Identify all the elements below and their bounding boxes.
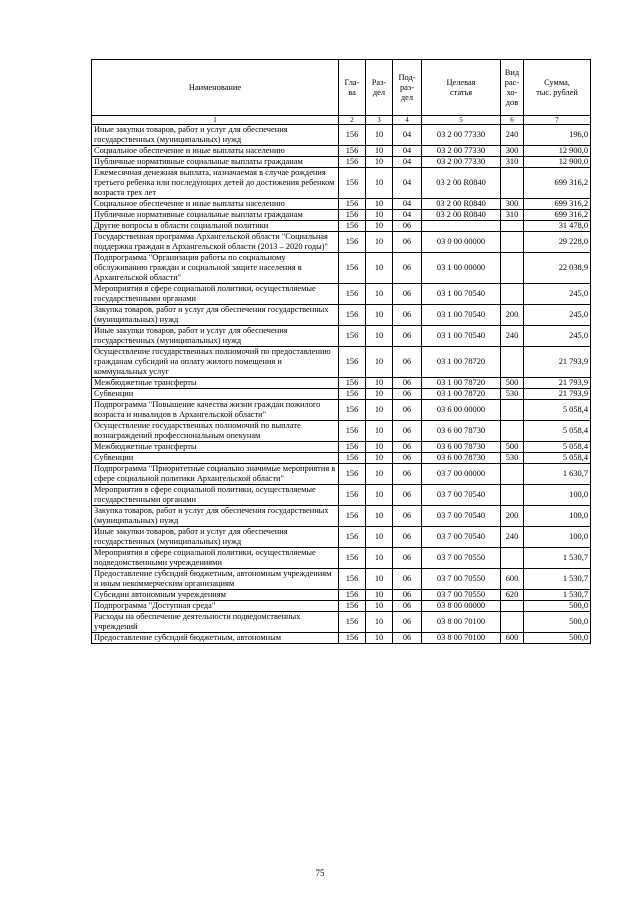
cell-glava: 156	[339, 326, 366, 347]
cell-podrazdel: 06	[393, 253, 422, 284]
table-row	[92, 378, 591, 389]
table-row	[92, 305, 591, 326]
table-row	[92, 569, 591, 590]
cell-name: Закупка товаров, работ и услуг для обеспечения государственных (муниципальных) нужд	[92, 506, 339, 527]
table-row	[92, 326, 591, 347]
cell-summa: 500,0	[524, 633, 591, 644]
table-row	[92, 347, 591, 378]
cell-name: Субвенции	[92, 453, 339, 464]
cell-statya: 03 6 00 78730	[422, 442, 501, 453]
cell-summa: 1 530,7	[524, 569, 591, 590]
cell-vid: 310	[501, 210, 524, 221]
cell-name: Предоставление субсидий бюджетным, автономным учреждениям и иным некоммерческим организациям	[92, 569, 339, 590]
cell-statya: 03 1 00 78720	[422, 347, 501, 378]
cell-statya: 03 0 00 00000	[422, 232, 501, 253]
cell-glava: 156	[339, 210, 366, 221]
table-row	[92, 601, 591, 612]
cell-name: Подпрограмма "Повышение качества жизни граждан пожилого возраста и инвалидов в Архангельской области"	[92, 400, 339, 421]
cell-podrazdel: 04	[393, 125, 422, 146]
cell-glava: 156	[339, 569, 366, 590]
cell-name: Предоставление субсидий бюджетным, автономным	[92, 633, 339, 644]
cell-razdel: 10	[366, 125, 393, 146]
cell-name: Осуществление государственных полномочий по предоставлению гражданам субсидий на оплату жилого помещения и коммунальных услуг	[92, 347, 339, 378]
cell-name: Публичные нормативные социальные выплаты гражданам	[92, 157, 339, 168]
cell-summa: 5 058,4	[524, 400, 591, 421]
cell-summa: 12 900,0	[524, 157, 591, 168]
cell-glava: 156	[339, 347, 366, 378]
cell-razdel: 10	[366, 453, 393, 464]
cell-glava: 156	[339, 168, 366, 199]
cell-summa: 100,0	[524, 506, 591, 527]
cell-glava: 156	[339, 612, 366, 633]
budget-table	[91, 59, 591, 644]
cell-vid: 240	[501, 125, 524, 146]
cell-name: Расходы на обеспечение деятельности подведомственных учреждений	[92, 612, 339, 633]
table-row	[92, 146, 591, 157]
cell-name: Иные закупки товаров, работ и услуг для обеспечения государственных (муниципальных) нужд	[92, 326, 339, 347]
cell-name: Ежемесячная денежная выплата, назначаемая в случае рождения третьего ребенка или последующих детей до достижения ребенком возраста трех лет	[92, 168, 339, 199]
cell-glava: 156	[339, 506, 366, 527]
cell-summa: 245,0	[524, 284, 591, 305]
cell-razdel: 10	[366, 168, 393, 199]
column-number: 7	[524, 116, 591, 125]
cell-glava: 156	[339, 464, 366, 485]
cell-vid	[501, 232, 524, 253]
cell-glava: 156	[339, 232, 366, 253]
cell-vid: 500	[501, 442, 524, 453]
cell-razdel: 10	[366, 347, 393, 378]
cell-summa: 5 058,4	[524, 453, 591, 464]
table-row	[92, 421, 591, 442]
cell-name: Публичные нормативные социальные выплаты гражданам	[92, 210, 339, 221]
cell-statya: 03 2 00 R0840	[422, 199, 501, 210]
cell-podrazdel: 06	[393, 326, 422, 347]
cell-glava: 156	[339, 253, 366, 284]
table-row	[92, 125, 591, 146]
cell-vid	[501, 168, 524, 199]
table-row	[92, 464, 591, 485]
cell-summa: 100,0	[524, 527, 591, 548]
cell-podrazdel: 06	[393, 569, 422, 590]
cell-podrazdel: 04	[393, 199, 422, 210]
cell-razdel: 10	[366, 400, 393, 421]
cell-summa: 12 900,0	[524, 146, 591, 157]
cell-razdel: 10	[366, 612, 393, 633]
cell-vid: 240	[501, 527, 524, 548]
cell-name: Мероприятия в сфере социальной политики, осуществляемые государственными органами	[92, 284, 339, 305]
cell-statya: 03 1 00 00000	[422, 253, 501, 284]
cell-statya: 03 8 00 70100	[422, 633, 501, 644]
cell-glava: 156	[339, 305, 366, 326]
cell-glava: 156	[339, 221, 366, 232]
cell-name: Иные закупки товаров, работ и услуг для обеспечения государственных (муниципальных) нужд	[92, 527, 339, 548]
cell-name: Межбюджетные трансферты	[92, 442, 339, 453]
table-row	[92, 506, 591, 527]
cell-vid: 600	[501, 633, 524, 644]
table-row	[92, 527, 591, 548]
cell-podrazdel: 04	[393, 157, 422, 168]
header-podrazdel: Под- раз- дел	[393, 60, 422, 116]
column-number: 5	[422, 116, 501, 125]
cell-vid: 500	[501, 378, 524, 389]
cell-summa: 245,0	[524, 326, 591, 347]
cell-statya: 03 7 00 00000	[422, 464, 501, 485]
cell-vid	[501, 400, 524, 421]
cell-name: Мероприятия в сфере социальной политики, осуществляемые подведомственными учреждениями	[92, 548, 339, 569]
cell-razdel: 10	[366, 146, 393, 157]
table-row	[92, 284, 591, 305]
cell-name: Субсидии автономным учреждениям	[92, 590, 339, 601]
cell-vid: 300	[501, 146, 524, 157]
cell-name: Другие вопросы в области социальной политики	[92, 221, 339, 232]
cell-podrazdel: 06	[393, 485, 422, 506]
cell-vid: 200	[501, 506, 524, 527]
cell-podrazdel: 06	[393, 232, 422, 253]
column-number: 1	[92, 116, 339, 125]
cell-name: Закупка товаров, работ и услуг для обеспечения государственных (муниципальных) нужд	[92, 305, 339, 326]
table-row	[92, 400, 591, 421]
cell-summa: 5 058,4	[524, 421, 591, 442]
table-row	[92, 253, 591, 284]
cell-name: Подпрограмма "Организация работы по социальному обслуживанию граждан и социальной защите населения в Архангельской области"	[92, 253, 339, 284]
cell-vid: 310	[501, 157, 524, 168]
header-summa: Сумма, тыс. рублей	[524, 60, 591, 116]
cell-podrazdel: 06	[393, 421, 422, 442]
cell-razdel: 10	[366, 485, 393, 506]
cell-statya: 03 8 00 70100	[422, 612, 501, 633]
cell-summa: 1 630,7	[524, 464, 591, 485]
cell-statya: 03 1 00 70540	[422, 284, 501, 305]
cell-statya: 03 2 00 R0840	[422, 210, 501, 221]
cell-glava: 156	[339, 125, 366, 146]
cell-name: Государственная программа Архангельской области "Социальная поддержка граждан в Архангельской области (2013 – 2020 годы)"	[92, 232, 339, 253]
cell-statya: 03 1 00 78720	[422, 378, 501, 389]
cell-razdel: 10	[366, 421, 393, 442]
cell-glava: 156	[339, 453, 366, 464]
cell-vid	[501, 548, 524, 569]
cell-vid	[501, 601, 524, 612]
cell-glava: 156	[339, 601, 366, 612]
cell-razdel: 10	[366, 221, 393, 232]
cell-glava: 156	[339, 284, 366, 305]
cell-razdel: 10	[366, 232, 393, 253]
table-row	[92, 453, 591, 464]
cell-name: Иные закупки товаров, работ и услуг для обеспечения государственных (муниципальных) нужд	[92, 125, 339, 146]
cell-summa: 29 228,0	[524, 232, 591, 253]
table-row	[92, 168, 591, 199]
cell-podrazdel: 04	[393, 168, 422, 199]
cell-vid: 600	[501, 569, 524, 590]
cell-statya: 03 7 00 70550	[422, 548, 501, 569]
cell-name: Социальное обеспечение и иные выплаты населению	[92, 199, 339, 210]
table-row	[92, 590, 591, 601]
cell-podrazdel: 06	[393, 548, 422, 569]
cell-summa: 21 793,9	[524, 378, 591, 389]
table-row	[92, 485, 591, 506]
column-number-row	[92, 116, 591, 125]
cell-summa: 500,0	[524, 601, 591, 612]
table-row	[92, 157, 591, 168]
cell-razdel: 10	[366, 464, 393, 485]
cell-razdel: 10	[366, 157, 393, 168]
cell-podrazdel: 06	[393, 347, 422, 378]
table-row	[92, 389, 591, 400]
cell-razdel: 10	[366, 633, 393, 644]
cell-podrazdel: 06	[393, 527, 422, 548]
cell-name: Межбюджетные трансферты	[92, 378, 339, 389]
cell-podrazdel: 06	[393, 633, 422, 644]
cell-statya: 03 1 00 78720	[422, 389, 501, 400]
cell-glava: 156	[339, 389, 366, 400]
cell-vid: 530	[501, 389, 524, 400]
cell-razdel: 10	[366, 378, 393, 389]
table-row	[92, 232, 591, 253]
cell-glava: 156	[339, 199, 366, 210]
column-number: 6	[501, 116, 524, 125]
cell-glava: 156	[339, 527, 366, 548]
cell-vid: 620	[501, 590, 524, 601]
cell-statya: 03 1 00 70540	[422, 326, 501, 347]
cell-name: Мероприятия в сфере социальной политики, осуществляемые государственными органами	[92, 485, 339, 506]
cell-summa: 699 316,2	[524, 199, 591, 210]
cell-vid	[501, 485, 524, 506]
cell-razdel: 10	[366, 199, 393, 210]
cell-statya: 03 7 00 70540	[422, 506, 501, 527]
cell-razdel: 10	[366, 389, 393, 400]
cell-vid	[501, 612, 524, 633]
cell-statya: 03 1 00 70540	[422, 305, 501, 326]
cell-statya: 03 7 00 70550	[422, 590, 501, 601]
cell-podrazdel: 06	[393, 221, 422, 232]
cell-statya: 03 2 00 77330	[422, 125, 501, 146]
cell-podrazdel: 06	[393, 612, 422, 633]
cell-statya: 03 2 00 77330	[422, 146, 501, 157]
table-row	[92, 221, 591, 232]
cell-summa: 22 038,9	[524, 253, 591, 284]
cell-summa: 500,0	[524, 612, 591, 633]
cell-glava: 156	[339, 633, 366, 644]
cell-podrazdel: 06	[393, 400, 422, 421]
cell-podrazdel: 06	[393, 590, 422, 601]
cell-podrazdel: 04	[393, 146, 422, 157]
cell-razdel: 10	[366, 305, 393, 326]
cell-summa: 1 530,7	[524, 590, 591, 601]
cell-vid	[501, 421, 524, 442]
cell-podrazdel: 06	[393, 378, 422, 389]
cell-razdel: 10	[366, 210, 393, 221]
cell-glava: 156	[339, 548, 366, 569]
table-row	[92, 199, 591, 210]
cell-podrazdel: 06	[393, 453, 422, 464]
cell-glava: 156	[339, 442, 366, 453]
cell-summa: 699 316,2	[524, 210, 591, 221]
cell-vid	[501, 253, 524, 284]
cell-statya: 03 7 00 70540	[422, 485, 501, 506]
cell-statya: 03 6 00 00000	[422, 400, 501, 421]
cell-razdel: 10	[366, 442, 393, 453]
cell-summa: 100,0	[524, 485, 591, 506]
cell-glava: 156	[339, 157, 366, 168]
cell-name: Социальное обеспечение и иные выплаты населению	[92, 146, 339, 157]
cell-statya: 03 6 00 78730	[422, 421, 501, 442]
cell-summa: 31 478,0	[524, 221, 591, 232]
table-header-row	[92, 60, 591, 116]
column-number: 3	[366, 116, 393, 125]
cell-statya: 03 6 00 78730	[422, 453, 501, 464]
page-number: 75	[315, 868, 325, 878]
table-row	[92, 633, 591, 644]
table-row	[92, 442, 591, 453]
cell-podrazdel: 06	[393, 284, 422, 305]
cell-vid	[501, 347, 524, 378]
cell-podrazdel: 06	[393, 464, 422, 485]
cell-summa: 245,0	[524, 305, 591, 326]
table-row	[92, 612, 591, 633]
cell-glava: 156	[339, 590, 366, 601]
header-statya: Целевая статья	[422, 60, 501, 116]
cell-podrazdel: 06	[393, 389, 422, 400]
cell-razdel: 10	[366, 326, 393, 347]
table-body	[92, 125, 591, 644]
cell-podrazdel: 06	[393, 601, 422, 612]
cell-name: Субвенции	[92, 389, 339, 400]
header-name: Наименование	[92, 60, 339, 116]
header-vid: Вид рас- хо- дов	[501, 60, 524, 116]
cell-statya: 03 2 00 R0840	[422, 168, 501, 199]
cell-vid	[501, 221, 524, 232]
cell-vid: 300	[501, 199, 524, 210]
cell-summa: 1 530,7	[524, 548, 591, 569]
cell-razdel: 10	[366, 284, 393, 305]
cell-glava: 156	[339, 421, 366, 442]
cell-vid	[501, 284, 524, 305]
header-glava: Гла- ва	[339, 60, 366, 116]
cell-razdel: 10	[366, 548, 393, 569]
cell-summa: 699 316,2	[524, 168, 591, 199]
cell-vid: 240	[501, 326, 524, 347]
cell-name: Осуществление государственных полномочий по выплате вознаграждений профессиональным опекунам	[92, 421, 339, 442]
cell-name: Подпрограмма "Доступная среда"	[92, 601, 339, 612]
cell-summa: 196,0	[524, 125, 591, 146]
cell-razdel: 10	[366, 569, 393, 590]
cell-summa: 5 058,4	[524, 442, 591, 453]
cell-name: Подпрограмма "Приоритетные социально значимые мероприятия в сфере социальной политики Архангельской области"	[92, 464, 339, 485]
cell-vid: 200	[501, 305, 524, 326]
header-razdel: Раз- дел	[366, 60, 393, 116]
cell-glava: 156	[339, 400, 366, 421]
cell-statya	[422, 221, 501, 232]
column-number: 4	[393, 116, 422, 125]
cell-glava: 156	[339, 146, 366, 157]
cell-vid: 530	[501, 453, 524, 464]
cell-statya: 03 7 00 70540	[422, 527, 501, 548]
cell-razdel: 10	[366, 506, 393, 527]
table-row	[92, 210, 591, 221]
cell-razdel: 10	[366, 601, 393, 612]
cell-podrazdel: 06	[393, 442, 422, 453]
cell-statya: 03 7 00 70550	[422, 569, 501, 590]
cell-vid	[501, 464, 524, 485]
cell-glava: 156	[339, 485, 366, 506]
table-row	[92, 548, 591, 569]
cell-razdel: 10	[366, 527, 393, 548]
cell-razdel: 10	[366, 590, 393, 601]
cell-razdel: 10	[366, 253, 393, 284]
cell-summa: 21 793,9	[524, 347, 591, 378]
cell-glava: 156	[339, 378, 366, 389]
cell-statya: 03 2 00 77330	[422, 157, 501, 168]
cell-podrazdel: 06	[393, 305, 422, 326]
column-number: 2	[339, 116, 366, 125]
cell-statya: 03 8 00 00000	[422, 601, 501, 612]
cell-podrazdel: 06	[393, 506, 422, 527]
cell-podrazdel: 04	[393, 210, 422, 221]
cell-summa: 21 793,9	[524, 389, 591, 400]
